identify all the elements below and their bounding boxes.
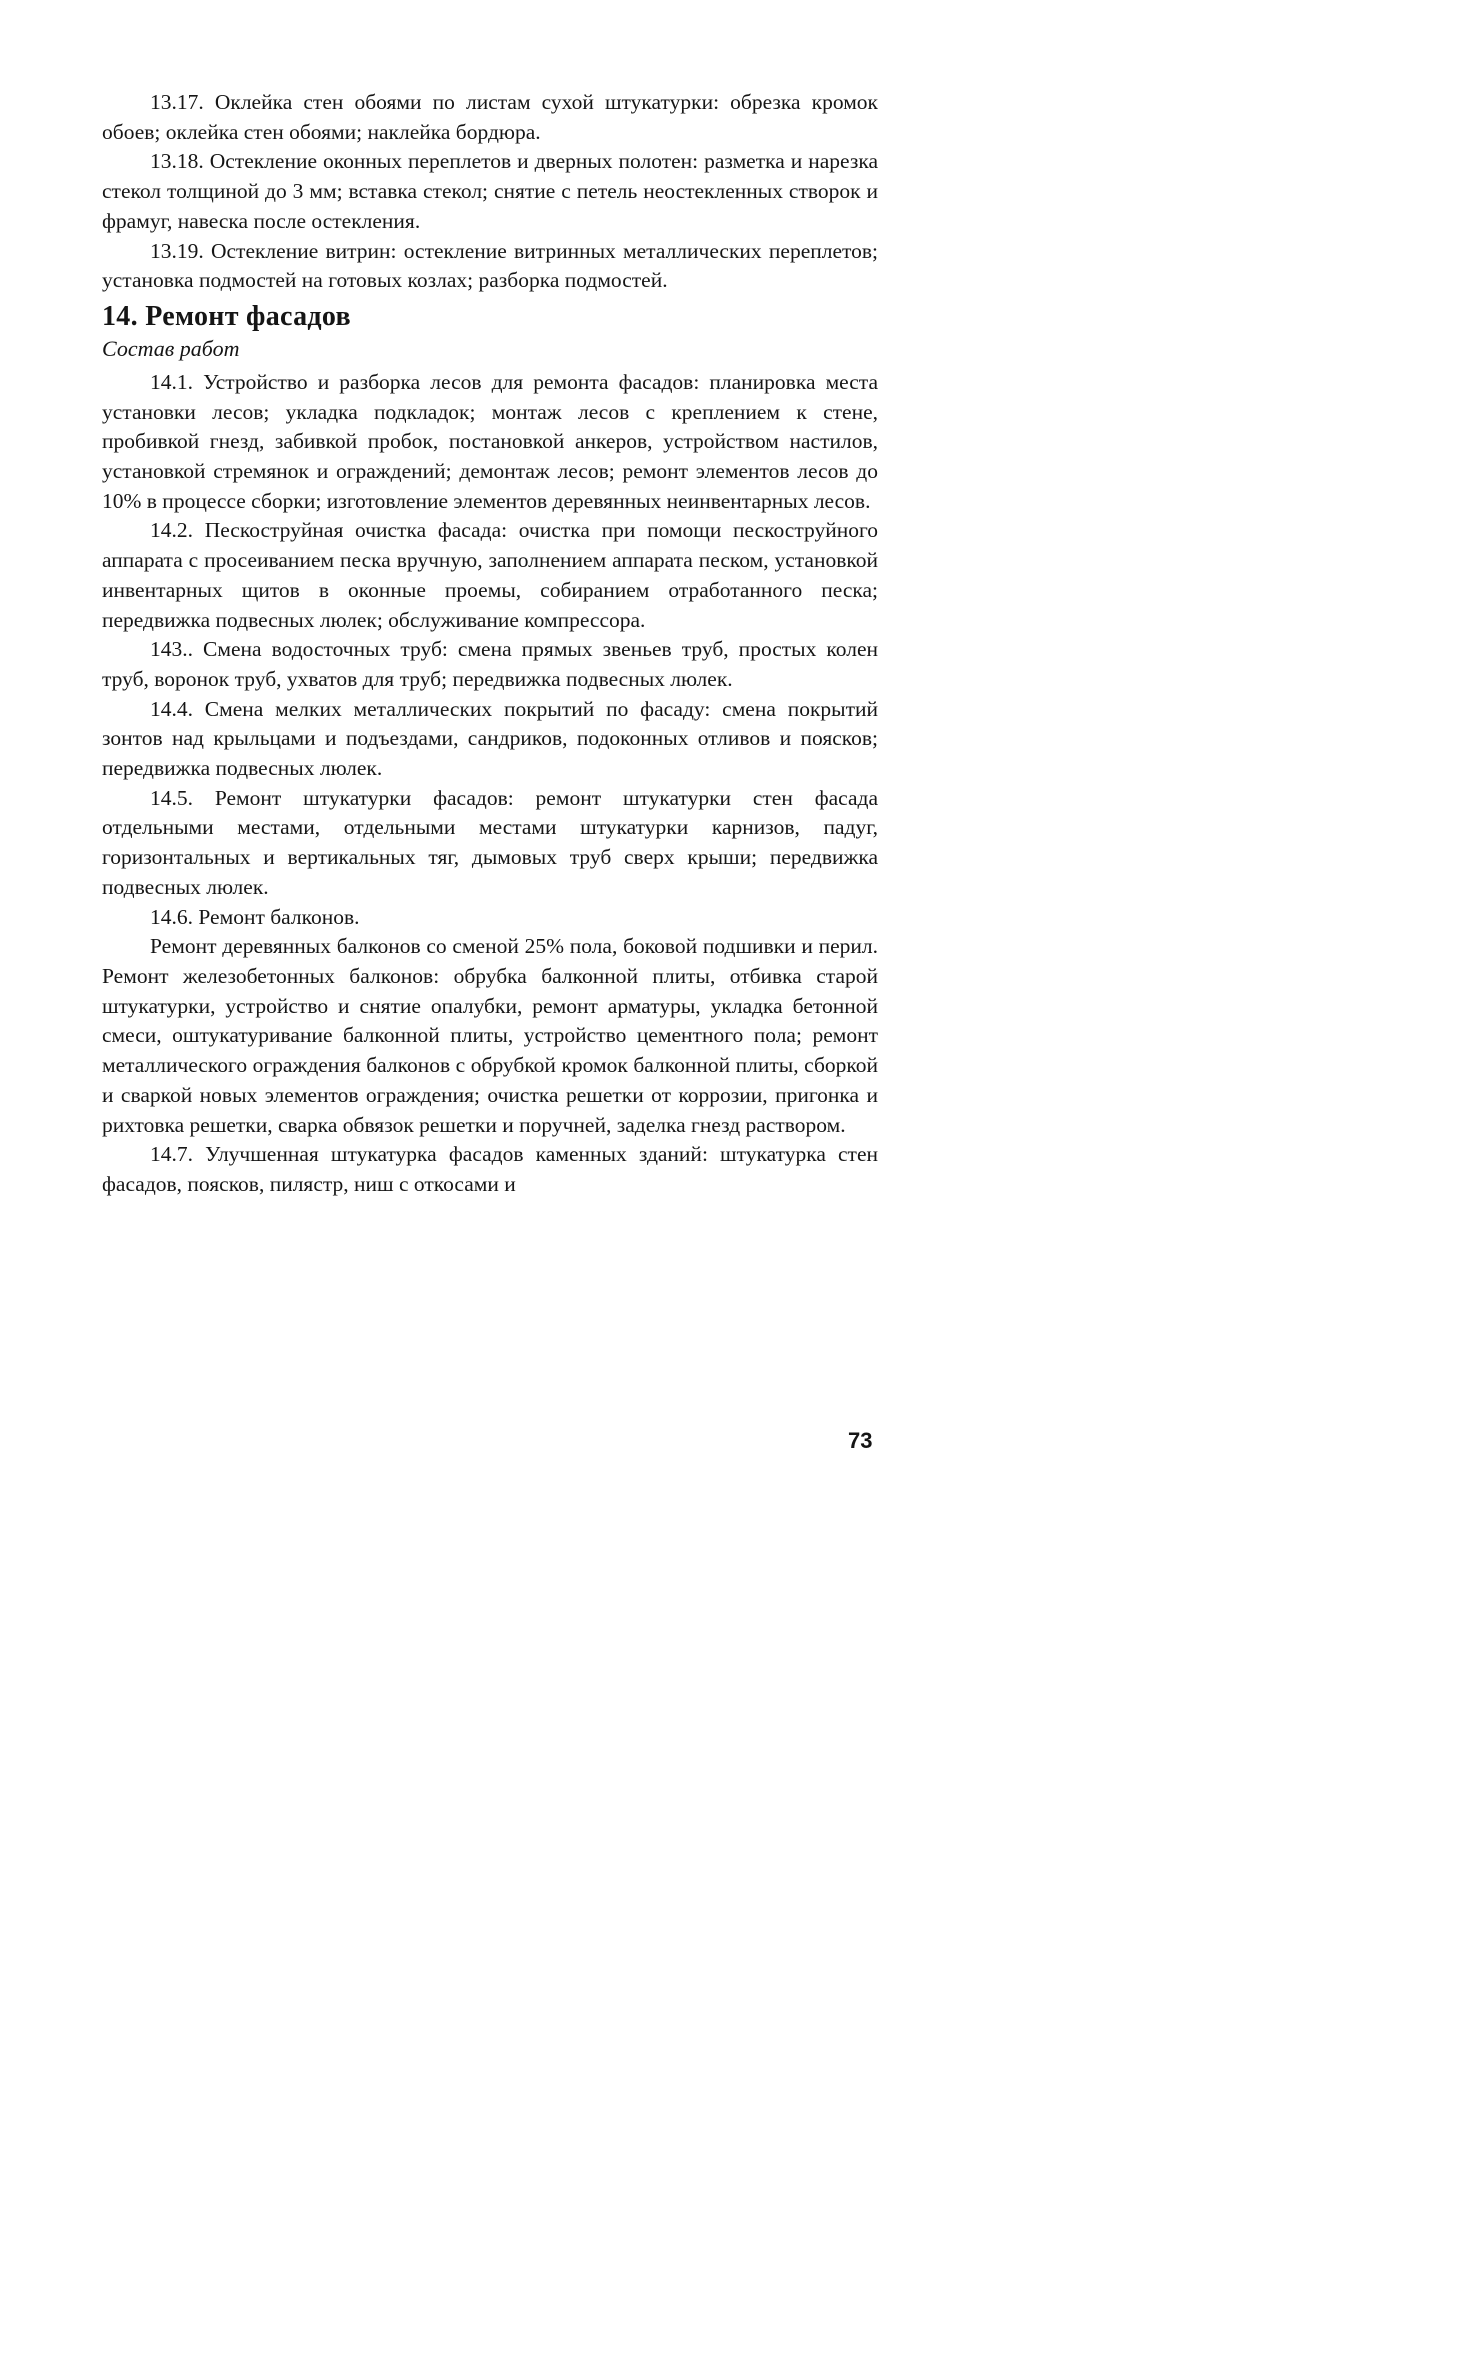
paragraph-14-2: 14.2. Пескоструйная очистка фасада: очистка при помощи пескоструйного аппарата с просеиванием песка вручную, заполнением аппарата песком, установкой инвентарных щитов в оконные проемы, собиранием отработанного песка; передвижка подвесных люлек; обслуживание компрессора. (102, 518, 878, 632)
paragraph-14-6-body: Ремонт деревянных балконов со сменой 25% пола, боковой подшивки и перил. Ремонт железобетонных балконов: обрубка балконной плиты, отбивка старой штукатурки, устройство и снятие опалубки, ремонт арматуры, укладка бетонной смеси, оштукатуривание балконной плиты, устройство цементного пола; ремонт металлического ограждения балконов с обрубкой кромок балконной плиты, сборкой и сваркой новых элементов ограждения; очистка решетки от коррозии, пригонка и рихтовка решетки, сварка обвязок решетки и поручней, заделка гнезд раствором. (102, 934, 878, 1137)
paragraph-13-18: 13.18. Остекление оконных переплетов и дверных полотен: разметка и нарезка стекол толщиной до 3 мм; вставка стекол; снятие с петель неостекленных створок и фрамуг, навеска после остекления. (102, 149, 878, 233)
paragraph-14-7: 14.7. Улучшенная штукатурка фасадов каменных зданий: штукатурка стен фасадов, поясков, пилястр, ниш с откосами и (102, 1142, 878, 1196)
paragraph-14-5: 14.5. Ремонт штукатурки фасадов: ремонт штукатурки стен фасада отдельными местами, отдельными местами штукатурки карнизов, падуг, горизонтальных и вертикальных тяг, дымовых труб сверх крыши; передвижка подвесных люлек. (102, 785, 878, 899)
section-subheading: Состав работ (102, 335, 240, 361)
paragraph-14-1: 14.1. Устройство и разборка лесов для ремонта фасадов: планировка места установки лесов; укладка подкладок; монтаж лесов с креплением к стене, пробивкой гнезд, забивкой пробок, постановкой анкеров, устройством настилов, установкой стремянок и ограждений; демонтаж лесов; ремонт элементов лесов до 10% в процессе сборки; изготовление элементов деревянных неинвентарных лесов. (102, 369, 878, 513)
paragraph-14-4: 14.4. Смена мелких металлических покрытий по фасаду: смена покрытий зонтов над крыльцами и подъездами, сандриков, подоконных отливов и поясков; передвижка подвесных люлек. (102, 696, 878, 781)
paragraph-14-3: 143.. Смена водосточных труб: смена прямых звеньев труб, простых колен труб, воронок труб, ухватов для труб; передвижка подвесных люлек. (102, 637, 878, 691)
document-page (102, 88, 878, 1200)
paragraph-14-6: 14.6. Ремонт балконов. (150, 904, 360, 929)
paragraph-13-19: 13.19. Остекление витрин: остекление витринных металлических переплетов; установка подмостей на готовых козлах; разборка подмостей. (102, 238, 878, 293)
section-heading: 14. Ремонт фасадов (102, 300, 351, 332)
paragraph-13-17: 13.17. Оклейка стен обоями по листам сухой штукатурки: обрезка кромок обоев; оклейка стен обоями; наклейка бордюра. (102, 90, 878, 144)
page-number: 73 (848, 1428, 873, 1453)
